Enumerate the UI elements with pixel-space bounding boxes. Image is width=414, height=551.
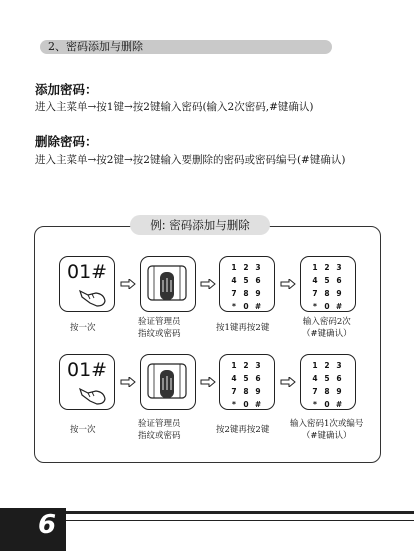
- delete-password-heading: 删除密码：: [35, 134, 98, 149]
- key: *: [232, 302, 236, 311]
- section-title: 2、密码添加与删除: [48, 40, 143, 53]
- caption-verify-admin: [138, 418, 181, 442]
- key: *: [232, 400, 236, 409]
- caption-line: （#键确认）: [301, 431, 352, 441]
- example-title: 例: 密码添加与删除: [130, 215, 270, 235]
- key: 5: [324, 276, 330, 285]
- keypad-box: [219, 256, 275, 312]
- key: 0: [324, 400, 330, 409]
- page-number-block: [0, 508, 66, 551]
- caption-keys: 按1键再按2键: [216, 323, 270, 333]
- key: 2: [324, 361, 330, 370]
- key: 3: [336, 263, 342, 272]
- arrow-right-icon: [200, 279, 216, 289]
- key: 1: [231, 361, 237, 370]
- caption-keys: 按2键再按2键: [216, 425, 270, 435]
- caption-line: 输入密码2次: [302, 317, 351, 327]
- key: 5: [324, 374, 330, 383]
- key: 7: [312, 289, 318, 298]
- key: 7: [231, 289, 237, 298]
- key: 0: [243, 302, 249, 311]
- key: 9: [336, 387, 342, 396]
- caption-line: 输入密码1次或编号: [290, 419, 364, 429]
- key: #: [254, 302, 262, 311]
- key: *: [313, 302, 317, 311]
- caption-line: 验证管理员: [138, 419, 181, 429]
- page-number: 6: [38, 510, 57, 540]
- caption-input-password: [302, 316, 352, 340]
- key: 9: [336, 289, 342, 298]
- key: 3: [255, 361, 261, 370]
- key: #: [254, 400, 262, 409]
- key: 4: [231, 276, 237, 285]
- key: 6: [255, 374, 261, 383]
- key: 8: [324, 289, 330, 298]
- key: 9: [255, 387, 261, 396]
- key: 4: [312, 276, 318, 285]
- key: 2: [243, 361, 249, 370]
- key: 4: [231, 374, 237, 383]
- arrow-right-icon: [280, 377, 296, 387]
- section-title-bar: [40, 40, 332, 54]
- keypad: [309, 263, 345, 311]
- arrow-right-icon: [120, 377, 136, 387]
- key: 3: [336, 361, 342, 370]
- key: 5: [243, 374, 249, 383]
- keypad-box: [300, 354, 356, 410]
- key: 0: [243, 400, 249, 409]
- pointing-hand-icon: [78, 285, 108, 307]
- key: 2: [324, 263, 330, 272]
- keypad: [228, 361, 264, 409]
- add-password-text: 进入主菜单→按1键→按2键输入密码(输入2次密码,#键确认): [35, 101, 314, 113]
- caption-line: 指纹或密码: [138, 329, 181, 339]
- caption-line: 验证管理员: [138, 317, 181, 327]
- key: 7: [231, 387, 237, 396]
- key: 7: [312, 387, 318, 396]
- key: 3: [255, 263, 261, 272]
- step-press-01-box: [59, 256, 115, 312]
- code-display: 01#: [67, 261, 108, 283]
- key: 5: [243, 276, 249, 285]
- keypad: [309, 361, 345, 409]
- caption-line: 指纹或密码: [138, 431, 181, 441]
- key: 2: [243, 263, 249, 272]
- key: 1: [312, 263, 318, 272]
- keypad-box: [300, 256, 356, 312]
- key: 4: [312, 374, 318, 383]
- key: #: [335, 302, 343, 311]
- key: 1: [312, 361, 318, 370]
- key: 0: [324, 302, 330, 311]
- pointing-hand-icon: [78, 383, 108, 405]
- fingerprint-icon: [146, 262, 190, 306]
- fingerprint-scanner-box: [140, 354, 196, 410]
- caption-line: （#键确认）: [302, 329, 352, 339]
- key: #: [335, 400, 343, 409]
- key: 6: [336, 374, 342, 383]
- keypad-box: [219, 354, 275, 410]
- key: 8: [324, 387, 330, 396]
- key: 9: [255, 289, 261, 298]
- key: *: [313, 400, 317, 409]
- caption-verify-admin: [138, 316, 181, 340]
- caption-press-once: 按一次: [70, 323, 96, 333]
- key: 1: [231, 263, 237, 272]
- caption-press-once: 按一次: [70, 425, 96, 435]
- key: 6: [255, 276, 261, 285]
- arrow-right-icon: [120, 279, 136, 289]
- delete-password-text: 进入主菜单→按2键→按2键输入要删除的密码或密码编号(#键确认): [35, 154, 346, 166]
- keypad: [228, 263, 264, 311]
- key: 6: [336, 276, 342, 285]
- step-press-01-box: [59, 354, 115, 410]
- caption-input-password: [290, 418, 363, 442]
- key: 8: [243, 289, 249, 298]
- key: 8: [243, 387, 249, 396]
- arrow-right-icon: [200, 377, 216, 387]
- arrow-right-icon: [280, 279, 296, 289]
- code-display: 01#: [67, 359, 108, 381]
- add-password-heading: 添加密码：: [35, 82, 98, 97]
- fingerprint-scanner-box: [140, 256, 196, 312]
- fingerprint-icon: [146, 360, 190, 404]
